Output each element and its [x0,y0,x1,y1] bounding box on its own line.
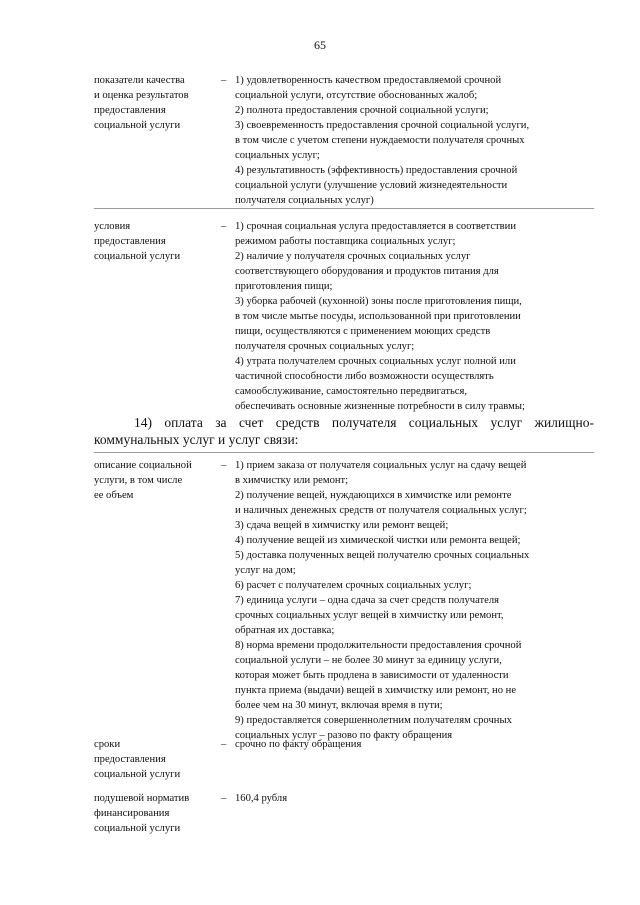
row-divider [94,208,594,209]
row-dash: – [221,460,227,471]
row-content: 160,4 рубля [235,793,288,804]
row-content: срочно по факту обращения [235,739,362,750]
section-heading: 14) оплата за счет средств получателя социальных услуг жилищно-коммунальных услуг и услуг связи: [94,415,594,447]
row-label: описание социальной услуги, в том числе ее объем [94,460,192,501]
row-label: условия предоставления социальной услуги [94,221,181,262]
row-content: 1) срочная социальная услуга предоставляется в соответствии режимом работы поставщика социальных услуг; 2) наличие у получателя срочных социальных услуг соответствующего оборудования и продуктов питания для приготовления пищи; 3) уборка рабочей (кухонной) зоны после приготовления пищи, в том числе мытье посуды, использованной при приготовлении пищи, осуществляются с применением моющих средств получателя срочных социальных услуг; 4) утрата получателем срочных социальных услуг полной или частичной способности либо возможности осуществлять самообслуживание, самостоятельно передвигаться, обеспечивать основные жизненные потребности в силу травмы; [235,221,525,412]
row-content: 1) удовлетворенность качеством предоставляемой срочной социальной услуги, отсутствие обоснованных жалоб; 2) полнота предоставления срочной социальной услуги; 3) своевременность предоставления срочной социальной услуги, в том числе с учетом степени нуждаемости получателя срочных социальных услуг; 4) результативность (эффективность) предоставления срочной социальной услуги (улучшение условий жизнедеятельности получателя социальных услуг) [235,75,530,206]
row-label: сроки предоставления социальной услуги [94,739,181,780]
row-dash: – [221,793,227,804]
row-dash: – [221,739,227,750]
row-content: 1) прием заказа от получателя социальных услуг на сдачу вещей в химчистку или ремонт; 2) получение вещей, нуждающихся в химчистке или ремонте и наличных денежных средств от получателя социальных услуг; 3) сдача вещей в химчистку или ремонт вещей; 4) получение вещей из химической чистки или ремонта вещей; 5) доставка полученных вещей получателю срочных социальных услуг на дом; 6) расчет с получателем срочных социальных услуг; 7) единица услуги – одна сдача за счет средств получателя срочных социальных услуг вещей в химчистку или ремонт, обратная их доставка; 8) норма времени продолжительности предоставления срочной социальной услуги – не более 30 минут за единицу услуги, которая может быть продлена в зависимости от удаленности пункта приема (выдачи) вещей в химчистку или ремонт, но не более чем на 30 минут, включая время в пути; 9) предоставляется совершеннолетним получателям срочных социальных услуг – разово по факту обращения [235,460,530,741]
row-dash: – [221,221,227,232]
row-divider [94,452,594,453]
row-label: подушевой норматив финансирования социальной услуги [94,793,190,834]
page-number: 65 [314,38,326,52]
row-dash: – [221,75,227,86]
row-label: показатели качества и оценка результатов предоставления социальной услуги [94,75,189,131]
